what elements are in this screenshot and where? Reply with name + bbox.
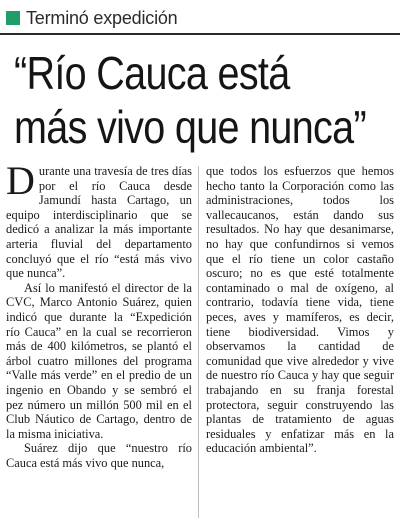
article-column-left bbox=[6, 158, 192, 470]
green-square-icon bbox=[6, 11, 20, 25]
paragraph-4: que todos los esfuerzos que hemos hecho tanto la Corporación como las administraciones, todos los vallecaucanos, están dando sus resultados. No hay que desanimarse, no hay que confundirnos si vemos que el río tiene un color castaño oscuro; no es que esté totalmente contaminado o mal de oxígeno, al contrario, todavía tiene vida, tiene peces, aves y mamíferos, es decir, tiene biodiversidad. Vimos y observamos la cantidad de comunidad que vive alrededor y vive de nuestro río Cauca y hay que seguir trabajando en su franja forestal protectora, seguir construyendo las plantas de tratamiento de aguas residuales y enfatizar más en la educación ambiental”. bbox=[206, 164, 394, 456]
paragraph-3: Suárez dijo que “nuestro río Cauca está más vivo que nunca, bbox=[6, 441, 192, 470]
section-label: Terminó expedición bbox=[26, 7, 178, 28]
headline-line-1: “Río Cauca está bbox=[14, 47, 290, 99]
article-column-right bbox=[206, 164, 394, 456]
header-rule bbox=[0, 33, 400, 35]
paragraph-1-text: urante una travesía de tres días por el río Cauca desde Jamundí hasta Cartago, un equipo interdisciplinario que se dedicó a analizar la más importante arteria fluvial del departamento concluyó que el río “está más vivo que nunca”. bbox=[6, 164, 192, 281]
headline bbox=[14, 46, 366, 154]
drop-cap: D bbox=[6, 158, 35, 203]
paragraph-2: Así lo manifestó el director de la CVC, Marco Antonio Suárez, quien indicó que durante la “Expedición río Cauca” en la cual se recorrieron más de 400 kilómetros, se plantó el árbol cuatro millones del programa “Valle más verde” en el predio de un ingenio en Obando y se sembró el pez número un millón 500 mil en el Club Náutico de Cartago, dentro de la misma iniciativa. bbox=[6, 280, 192, 441]
section-kicker bbox=[6, 6, 177, 30]
headline-line-2: más vivo que nunca” bbox=[14, 101, 366, 153]
paragraph-1 bbox=[6, 158, 192, 281]
column-divider bbox=[198, 166, 199, 518]
